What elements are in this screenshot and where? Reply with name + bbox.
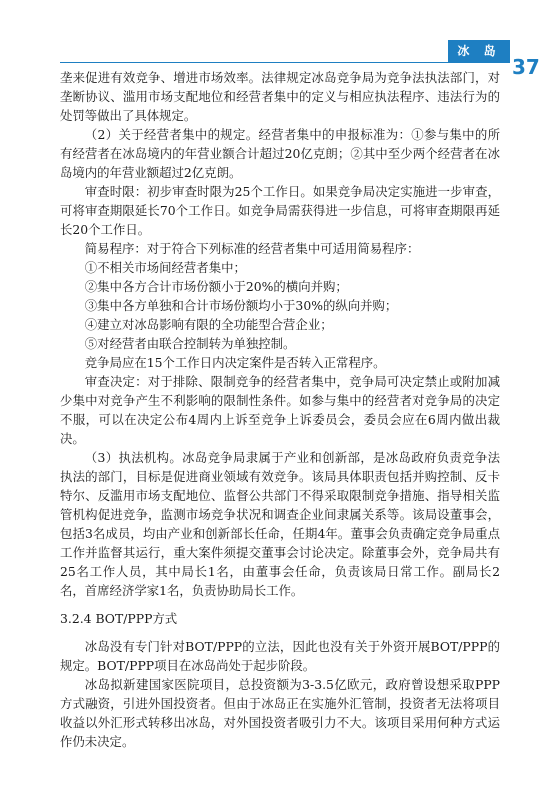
paragraph: 简易程序：对于符合下列标准的经营者集中可适用简易程序：: [84, 241, 420, 256]
header-rule: [60, 62, 510, 63]
page-number: 37: [512, 55, 540, 79]
paragraph: 审查时限：初步审查时限为25个工作日。如果竞争局决定实施进一步审查，可将审查期限延长70个工作日。如竞争局需获得进一步信息，可将审查期限再延长20个工作日。: [60, 184, 500, 237]
section-heading: 3.2.4 BOT/PPP方式: [60, 611, 178, 626]
paragraph: （3）执法机构。冰岛竞争局隶属于产业和创新部，是冰岛政府负责竞争法执法的部门，目标是促进商业领域有效竞争。该局具体职责包括并购控制、反卡特尔、反滥用市场支配地位、监督公共部门不得采取限制竞争措施、指导相关监管机构促进竞争，监测市场竞争状况和调查企业间隶属关系等。该局设董事会，包括3名成员，均由产业和创新部长任命，任期4年。董事会负责确定竞争局重点工作并监督其运行，重大案件须提交董事会讨论决定。除董事会外，竞争局共有25名工作人员，其中局长1名，由董事会任命，负责该局日常工作。副局长2名，首席经济学家1名，负责协助局长工作。: [60, 450, 500, 598]
running-header-title: 冰 岛: [457, 44, 501, 58]
list-item: ②集中各方合计市场份额小于20%的横向并购；: [84, 279, 348, 294]
body-text: [60, 68, 500, 751]
paragraph: 竞争局应在15个工作日内决定案件是否转入正常程序。: [84, 355, 386, 370]
paragraph: （2）关于经营者集中的规定。经营者集中的申报标准为：①参与集中的所有经营者在冰岛境内的年营业额合计超过20亿克朗；②其中至少两个经营者在冰岛境内的年营业额超过2亿克朗。: [60, 127, 500, 180]
list-item: ③集中各方单独和合计市场份额均小于30%的纵向并购；: [84, 298, 398, 313]
list-item: ④建立对冰岛影响有限的全功能型合营企业；: [84, 317, 333, 332]
list-item: ①不相关市场间经营者集中；: [84, 260, 246, 275]
paragraph: 垄来促进有效竞争、增进市场效率。法律规定冰岛竞争局为竞争法执法部门，对垄断协议、滥用市场支配地位和经营者集中的定义与相应执法程序、违法行为的处罚等做出了具体规定。: [60, 70, 500, 123]
paragraph: 冰岛没有专门针对BOT/PPP的立法，因此也没有关于外资开展BOT/PPP的规定。BOT/PPP项目在冰岛尚处于起步阶段。: [60, 639, 500, 673]
list-item: ⑤对经营者由联合控制转为单独控制。: [84, 336, 296, 351]
paragraph: 审查决定：对于排除、限制竞争的经营者集中，竞争局可决定禁止或附加减少集中对竞争产生不利影响的限制性条件。如参与集中的经营者对竞争局的决定不服，可以在决定公布4周内上诉至竞争上诉委员会，委员会应在6周内做出裁决。: [60, 374, 500, 446]
paragraph: 冰岛拟新建国家医院项目，总投资额为3-3.5亿欧元，政府曾设想采取PPP方式融资，引进外国投资者。但由于冰岛正在实施外汇管制，投资者无法将项目收益以外汇形式转移出冰岛，对外国投资者吸引力不大。该项目采用何种方式运作仍未决定。: [60, 677, 500, 749]
